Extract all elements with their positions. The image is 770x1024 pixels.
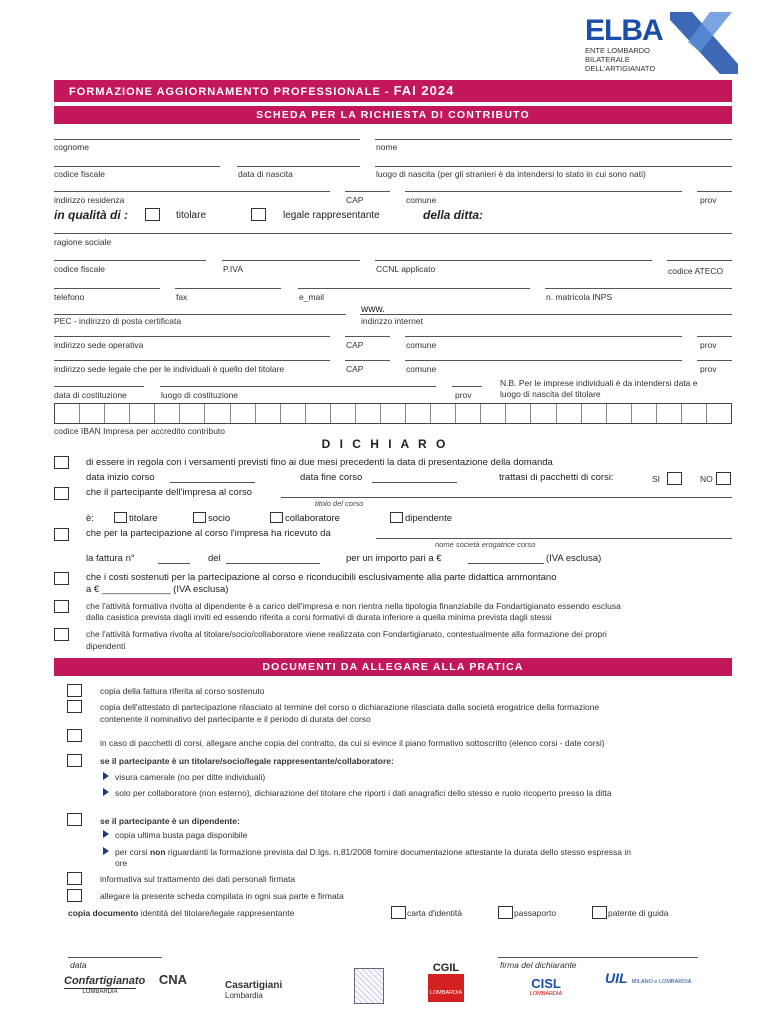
iban-cell[interactable] bbox=[707, 404, 731, 423]
cisl-logo bbox=[514, 976, 578, 997]
fattura-label: la fattura n° bbox=[86, 553, 135, 564]
luogo-costituzione-line[interactable] bbox=[160, 386, 436, 387]
ruolo-socio-label: socio bbox=[208, 513, 231, 524]
dichiaro-escluso-text-1: che l'attività formativa rivolta al dipendente è a carico dell'impresa e non rientra nella tipologia finanziabile da Fondartigianato essendo esclusa bbox=[86, 601, 621, 611]
documenti-title: DOCUMENTI DA ALLEGARE ALLA PRATICA bbox=[262, 661, 524, 673]
titolare-checkbox[interactable] bbox=[145, 208, 160, 221]
pacchetti-no-checkbox[interactable] bbox=[716, 472, 731, 485]
iban-cell[interactable] bbox=[80, 404, 105, 423]
uil-name: UIL bbox=[605, 970, 628, 986]
documenti-band bbox=[54, 658, 732, 676]
data-fine-label: data fine corso bbox=[300, 472, 363, 483]
piva-label: P.IVA bbox=[223, 264, 244, 274]
iban-cell[interactable] bbox=[456, 404, 481, 423]
iban-cell[interactable] bbox=[682, 404, 707, 423]
doc-privacy-checkbox[interactable] bbox=[67, 872, 82, 885]
doc-identita-rest: identità del titolare/legale rappresentante bbox=[138, 908, 295, 918]
doc-identita-bold: copia documento bbox=[68, 908, 139, 918]
iban-cell[interactable] bbox=[180, 404, 205, 423]
data-nascita-line[interactable] bbox=[237, 166, 360, 167]
elba-line3: DELL'ARTIGIANATO bbox=[585, 64, 656, 73]
ditta-codice-fiscale-label: codice fiscale bbox=[54, 264, 106, 274]
codice-fiscale-line[interactable] bbox=[54, 166, 220, 167]
ruolo-socio-checkbox[interactable] bbox=[193, 512, 206, 523]
legale-rappresentante-checkbox[interactable] bbox=[251, 208, 266, 221]
iban-cell[interactable] bbox=[331, 404, 356, 423]
firma-line[interactable] bbox=[498, 957, 698, 958]
matricola-inps-label: n. matricola INPS bbox=[546, 292, 613, 302]
data-line[interactable] bbox=[68, 957, 162, 958]
data-inizio-line[interactable] bbox=[170, 482, 255, 483]
cap-legale-label: CAP bbox=[346, 364, 364, 374]
sede-operativa-label: indirizzo sede operativa bbox=[54, 340, 144, 350]
doc-collaboratore-text: solo per collaboratore (non esterno), dichiarazione del titolare che riporti i dati anagrafici dello stesso e ruolo ricoperto presso la ditta bbox=[115, 788, 612, 798]
patente-checkbox[interactable] bbox=[592, 906, 607, 919]
no-label: NO bbox=[700, 474, 713, 484]
casartigiani-name: Casartigiani bbox=[225, 980, 283, 991]
sede-legale-label: indirizzo sede legale che per le individuali è quello del titolare bbox=[54, 364, 285, 374]
importo-label: per un importo pari a € bbox=[346, 553, 442, 564]
dichiaro-regolarita-checkbox[interactable] bbox=[54, 456, 69, 469]
cap-operativa-line[interactable] bbox=[345, 336, 390, 337]
dichiaro-ricevuto-text: che per la partecipazione al corso l'impresa ha ricevuto da bbox=[86, 528, 331, 539]
pacchetti-label: trattasi di pacchetti di corsi: bbox=[499, 472, 614, 483]
form-year: FAI 2024 bbox=[393, 83, 455, 98]
prov-label: prov bbox=[700, 195, 717, 205]
doc-dipendente-text: se il partecipante è un dipendente: bbox=[100, 816, 240, 826]
email-line[interactable] bbox=[298, 288, 530, 289]
codice-fiscale-label: codice fiscale bbox=[54, 169, 106, 179]
iban-cell[interactable] bbox=[281, 404, 306, 423]
cap-legale-line[interactable] bbox=[345, 360, 390, 361]
cgil-sub: LOMBARDIA bbox=[429, 990, 463, 996]
telefono-line[interactable] bbox=[54, 288, 160, 289]
doc-visura-text: visura camerale (no per ditte individuali) bbox=[115, 772, 266, 782]
doc-titolare-checkbox[interactable] bbox=[67, 754, 82, 767]
passaporto-label: passaporto bbox=[514, 908, 557, 918]
iban-label: codice IBAN Impresa per accredito contributo bbox=[54, 426, 226, 436]
pacchetti-si-checkbox[interactable] bbox=[667, 472, 682, 485]
elba-logo-name: ELBA bbox=[585, 14, 663, 47]
pec-label: PEC - indirizzo di posta certificata bbox=[54, 316, 182, 326]
cognome-label: cognome bbox=[54, 142, 89, 152]
luogo-nascita-line[interactable] bbox=[375, 166, 732, 167]
e-label: è: bbox=[86, 513, 94, 524]
doc-attestato-text-2: contenente il nominativo del partecipante e il periodo di durata del corso bbox=[100, 714, 371, 724]
confartigianato-name: Confartigianato bbox=[64, 975, 146, 987]
comune-operativa-label: comune bbox=[406, 340, 437, 350]
doc-attestato-checkbox[interactable] bbox=[67, 700, 82, 713]
iban-cell[interactable] bbox=[130, 404, 155, 423]
ruolo-collaboratore-label: collaboratore bbox=[285, 513, 340, 524]
ragione-sociale-line[interactable] bbox=[54, 233, 732, 234]
titolo-corso-line[interactable] bbox=[281, 497, 732, 498]
www-prefix: www. bbox=[361, 304, 385, 315]
nb-note: N.B. Per le imprese individuali è da intendersi data e bbox=[500, 378, 698, 388]
doc-attestato-text-1: copia dell'attestato di partecipazione rilasciato al termine del corso o dichiarazione rilasciata dalla società erogatrice della formazione bbox=[100, 702, 600, 712]
dichiaro-costi-checkbox[interactable] bbox=[54, 572, 69, 585]
comune-operativa-line[interactable] bbox=[405, 336, 682, 337]
confartigianato-logo bbox=[64, 975, 146, 995]
ruolo-titolare-checkbox[interactable] bbox=[114, 512, 127, 523]
nome-label: nome bbox=[376, 142, 398, 152]
casartigiani-sub: Lombardia bbox=[225, 991, 263, 1000]
cognome-line[interactable] bbox=[54, 139, 360, 140]
elba-line1: ENTE LOMBARDO bbox=[585, 46, 651, 55]
ditta-codice-fiscale-line[interactable] bbox=[54, 260, 206, 261]
dichiaro-costi-amount: a € _____________ (IVA esclusa) bbox=[86, 584, 229, 595]
doc-fattura-text: copia della fattura riferita al corso sostenuto bbox=[100, 686, 265, 696]
data-fine-line[interactable] bbox=[372, 482, 457, 483]
legale-rappresentante-label: legale rappresentante bbox=[283, 210, 380, 221]
iban-cell[interactable] bbox=[481, 404, 506, 423]
internet-line[interactable] bbox=[360, 314, 732, 315]
iban-cell[interactable] bbox=[582, 404, 607, 423]
matricola-inps-line[interactable] bbox=[545, 288, 732, 289]
cgil-logo bbox=[428, 962, 464, 1002]
piva-line[interactable] bbox=[222, 260, 360, 261]
prov-operativa-label: prov bbox=[700, 340, 717, 350]
doc-durata-bold: non bbox=[149, 847, 166, 857]
cisl-sub: LOMBARDIA bbox=[529, 991, 563, 997]
doc-titolare-text: se il partecipante è un titolare/socio/legale rappresentante/collaboratore: bbox=[100, 756, 394, 766]
prov-legale-label: prov bbox=[700, 364, 717, 374]
data-inizio-label: data inizio corso bbox=[86, 472, 155, 483]
codice-ateco-label: codice ATECO bbox=[668, 266, 724, 276]
dichiaro-title: D I C H I A R O bbox=[321, 437, 449, 451]
iban-cell[interactable] bbox=[632, 404, 657, 423]
indirizzo-internet-label: indirizzo internet bbox=[361, 316, 423, 326]
iban-cell[interactable] bbox=[557, 404, 582, 423]
iban-cell[interactable] bbox=[306, 404, 331, 423]
si-label: SI bbox=[652, 474, 661, 484]
luogo-costituzione-label: luogo di costituzione bbox=[161, 390, 239, 400]
bullet-arrow-icon bbox=[103, 830, 109, 838]
cap-operativa-label: CAP bbox=[346, 340, 364, 350]
iban-cell[interactable] bbox=[431, 404, 456, 423]
iban-grid[interactable] bbox=[54, 403, 732, 424]
carta-identita-checkbox[interactable] bbox=[391, 906, 406, 919]
iban-cell[interactable] bbox=[356, 404, 381, 423]
bullet-arrow-icon bbox=[103, 788, 109, 796]
prov-costituzione-line[interactable] bbox=[452, 386, 482, 387]
iban-cell[interactable] bbox=[607, 404, 632, 423]
email-label: e_mail bbox=[299, 292, 325, 302]
doc-identita-text bbox=[68, 908, 294, 918]
fax-line[interactable] bbox=[175, 288, 281, 289]
fattura-del-label: del bbox=[208, 553, 221, 564]
dichiaro-fondartigianato-text-1: che l'attività formativa rivolta al titolare/socio/collaboratore viene realizzata con Fondartigianato, contestualmente alla formazione dei propri bbox=[86, 629, 607, 639]
confartigianato-sub: LOMBARDIA bbox=[64, 988, 136, 995]
iban-cell[interactable] bbox=[506, 404, 531, 423]
cgil-name: CGIL bbox=[428, 962, 464, 974]
telefono-label: telefono bbox=[54, 292, 85, 302]
dichiaro-partecipante-checkbox[interactable] bbox=[54, 487, 69, 500]
iban-cell[interactable] bbox=[381, 404, 406, 423]
dichiaro-escluso-text-2: dalla casistica prevista dagli inviti ed essendo riferita a corsi formativi di durata inferiore a quella minima prevista dagli stessi bbox=[86, 612, 552, 622]
cna-name: CNA bbox=[158, 972, 188, 987]
dichiaro-regolarita-text: di essere in regola con i versamenti previsti fino ai due mesi precedenti la data di presentazione della domanda bbox=[86, 457, 553, 468]
doc-durata-ore: ore bbox=[115, 858, 128, 868]
doc-contratto-checkbox[interactable] bbox=[67, 729, 82, 742]
title-band bbox=[54, 80, 732, 102]
iban-cell[interactable] bbox=[531, 404, 556, 423]
firma-label: firma del dichiarante bbox=[500, 960, 577, 970]
comune-residenza-line[interactable] bbox=[405, 191, 682, 192]
data-costituzione-label: data di costituzione bbox=[54, 390, 127, 400]
cap-label: CAP bbox=[346, 195, 364, 205]
bullet-arrow-icon bbox=[103, 847, 109, 855]
iban-cell[interactable] bbox=[155, 404, 180, 423]
della-ditta-label: della ditta: bbox=[423, 208, 484, 222]
dichiaro-fondartigianato-escluso-checkbox[interactable] bbox=[54, 600, 69, 613]
nome-societa-line[interactable] bbox=[376, 538, 732, 539]
iban-cell[interactable] bbox=[205, 404, 230, 423]
sede-operativa-line[interactable] bbox=[54, 336, 330, 337]
comune-legale-line[interactable] bbox=[405, 360, 682, 361]
dichiaro-costi-text: che i costi sostenuti per la partecipazione al corso e riconducibili esclusivamente alla parte didattica ammontano bbox=[86, 572, 557, 583]
iban-cell[interactable] bbox=[256, 404, 281, 423]
cna-logo bbox=[153, 972, 193, 987]
titolare-label: titolare bbox=[176, 210, 207, 221]
ragione-sociale-label: ragione sociale bbox=[54, 237, 112, 247]
prov-legale-line[interactable] bbox=[697, 360, 732, 361]
bullet-arrow-icon bbox=[103, 772, 109, 780]
doc-contratto-text: in caso di pacchetti di corsi, allegare anche copia del contratto, da cui si evince il piano formativo sottoscritto (elenco corsi - date corsi) bbox=[100, 738, 605, 748]
iban-cell[interactable] bbox=[55, 404, 80, 423]
casartigiani-logo bbox=[225, 980, 300, 1000]
doc-scheda-checkbox[interactable] bbox=[67, 889, 82, 902]
passaporto-checkbox[interactable] bbox=[498, 906, 513, 919]
luogo-nascita-label: luogo di nascita (per gli stranieri è da intendersi lo stato in cui sono nati) bbox=[376, 169, 646, 179]
doc-privacy-text: informativa sul trattamento dei dati personali firmata bbox=[100, 874, 296, 884]
indirizzo-residenza-line[interactable] bbox=[54, 191, 330, 192]
importo-line[interactable] bbox=[468, 563, 544, 564]
fax-label: fax bbox=[176, 292, 188, 302]
carta-identita-label: carta d'identità bbox=[407, 908, 463, 918]
elba-logo bbox=[575, 12, 735, 74]
indirizzo-residenza-label: indirizzo residenza bbox=[54, 195, 125, 205]
sede-legale-line[interactable] bbox=[54, 360, 330, 361]
iva-label: (IVA esclusa) bbox=[546, 553, 602, 564]
fattura-numero-line[interactable] bbox=[158, 563, 190, 564]
titolo-corso-label: titolo del corso bbox=[315, 499, 364, 508]
emblem-logo bbox=[354, 968, 384, 1004]
dichiaro-fondartigianato-text-2: dipendenti bbox=[86, 641, 126, 651]
iban-cell[interactable] bbox=[657, 404, 682, 423]
ruolo-collaboratore-checkbox[interactable] bbox=[270, 512, 283, 523]
form-subtitle: SCHEDA PER LA RICHIESTA DI CONTRIBUTO bbox=[256, 109, 530, 121]
fattura-data-line[interactable] bbox=[226, 563, 320, 564]
ccnl-label: CCNL applicato bbox=[376, 264, 436, 274]
form-title: FORMAZIONE AGGIORNAMENTO PROFESSIONALE - bbox=[69, 86, 394, 98]
comune-label: comune bbox=[406, 195, 437, 205]
iban-cell[interactable] bbox=[105, 404, 130, 423]
doc-dipendente-checkbox[interactable] bbox=[67, 813, 82, 826]
ruolo-dipendente-label: dipendente bbox=[405, 513, 453, 524]
elba-x-icon bbox=[670, 12, 738, 74]
comune-legale-label: comune bbox=[406, 364, 437, 374]
doc-durata-post: riguardanti la formazione prevista dal D.lgs. n.81/2008 fornire documentazione attestante la durata dello stesso espressa in bbox=[165, 847, 631, 857]
doc-busta-paga-text: copia ultima busta paga disponibile bbox=[115, 830, 248, 840]
dichiaro-partecipante-text: che il partecipante dell'impresa al corso bbox=[86, 487, 253, 498]
ateco-line[interactable] bbox=[667, 260, 732, 261]
doc-scheda-text: allegare la presente scheda compilata in ogni sua parte e firmata bbox=[100, 891, 344, 901]
subtitle-band bbox=[54, 106, 732, 124]
data-label: data bbox=[70, 960, 87, 970]
prov-residenza-line[interactable] bbox=[697, 191, 732, 192]
ruolo-titolare-label: titolare bbox=[129, 513, 158, 524]
uil-sub: MILANO e LOMBARDIA bbox=[631, 979, 692, 985]
nome-line[interactable] bbox=[375, 139, 732, 140]
dichiaro-ricevuto-checkbox[interactable] bbox=[54, 528, 69, 541]
doc-fattura-checkbox[interactable] bbox=[67, 684, 82, 697]
prov-costituzione-label: prov bbox=[455, 390, 472, 400]
data-costituzione-line[interactable] bbox=[54, 386, 144, 387]
doc-durata-text bbox=[115, 847, 631, 857]
prov-operativa-line[interactable] bbox=[697, 336, 732, 337]
nb-note-2: luogo di nascita del titolare bbox=[500, 389, 601, 399]
elba-line2: BILATERALE bbox=[585, 55, 630, 64]
iban-cell[interactable] bbox=[231, 404, 256, 423]
cisl-name: CISL bbox=[531, 976, 561, 991]
nome-societa-label: nome società erogatrice corso bbox=[435, 540, 536, 549]
dichiaro-fondartigianato-checkbox[interactable] bbox=[54, 628, 69, 641]
cap-residenza-line[interactable] bbox=[345, 191, 390, 192]
patente-label: patente di guida bbox=[608, 908, 669, 918]
in-qualita-label: in qualità di : bbox=[54, 208, 128, 222]
doc-durata-pre: per corsi bbox=[115, 847, 150, 857]
ruolo-dipendente-checkbox[interactable] bbox=[390, 512, 403, 523]
pec-line[interactable] bbox=[54, 314, 346, 315]
uil-logo bbox=[605, 970, 697, 986]
ccnl-line[interactable] bbox=[375, 260, 652, 261]
data-nascita-label: data di nascita bbox=[238, 169, 293, 179]
iban-cell[interactable] bbox=[406, 404, 431, 423]
